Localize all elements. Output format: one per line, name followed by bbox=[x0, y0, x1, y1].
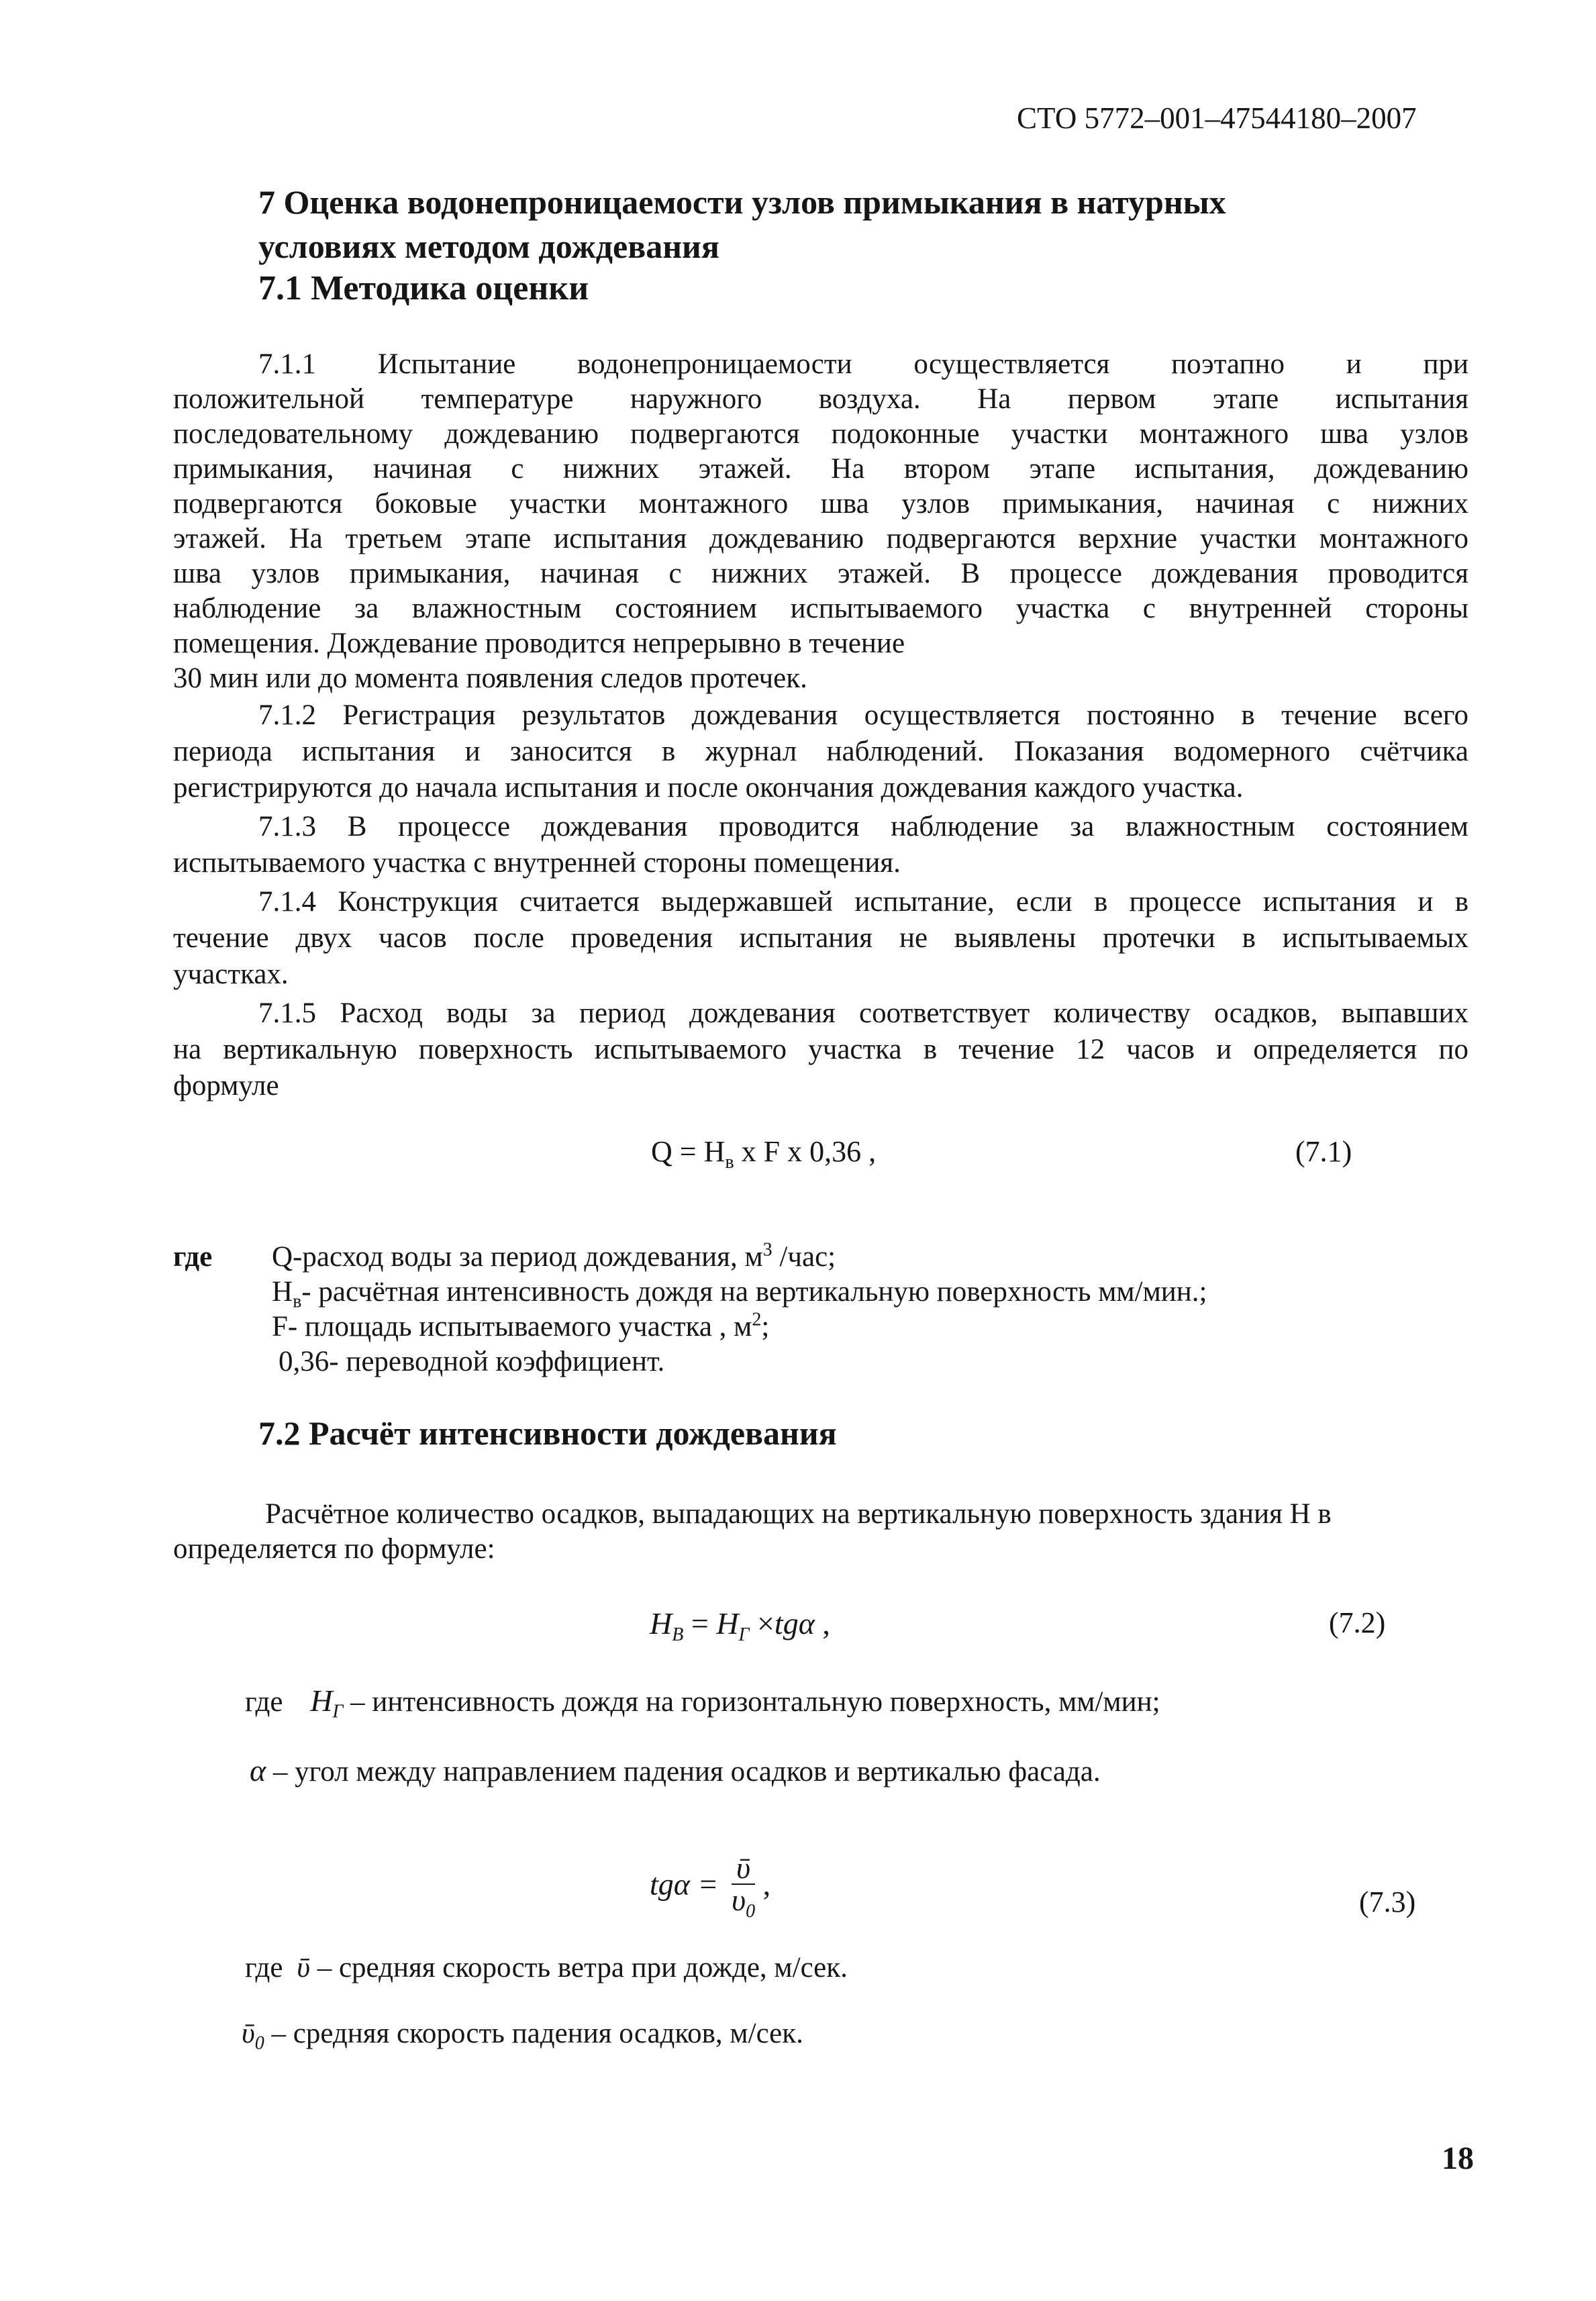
formula-7-2-tg: tgα bbox=[774, 1606, 815, 1641]
section-7-title-line-2: условиях методом дождевания bbox=[258, 228, 719, 265]
definition-hg-text: – интенсивность дождя на горизонтальную поверхность, мм/мин; bbox=[343, 1686, 1160, 1718]
formula-7-2-number: (7.2) bbox=[1329, 1606, 1386, 1639]
formula-7-3-lhs: tgα = bbox=[650, 1867, 719, 1902]
definition-wind-speed bbox=[245, 1951, 848, 1986]
paragraph-line: 7.1.2 Регистрация результатов дождевания осуществляется постоянно в течение всего bbox=[258, 699, 1468, 731]
definition-v0-symbol: ῡ bbox=[242, 2018, 255, 2049]
where-label: где bbox=[245, 1952, 283, 1984]
paragraph-line: положительной температуре наружного воздуха. На первом этапе испытания bbox=[173, 383, 1468, 415]
paragraph-line: примыкания, начиная с нижних этажей. На втором этапе испытания, дождеванию bbox=[173, 453, 1468, 485]
formula-7-3-den-sub: 0 bbox=[746, 1901, 756, 1922]
paragraph-line: наблюдение за влажностным состоянием испытываемого участка с внутренней стороны bbox=[173, 593, 1468, 624]
where-label: где bbox=[173, 1241, 213, 1273]
formula-7-3-comma: , bbox=[755, 1867, 771, 1902]
definition-fall-speed bbox=[242, 2016, 803, 2054]
paragraph-line: подвергаются боковые участки монтажного шва узлов примыкания, начиная с нижних bbox=[173, 488, 1468, 520]
definition-h bbox=[272, 1275, 1207, 1312]
definition-hg bbox=[245, 1683, 1160, 1720]
formula-7-3 bbox=[650, 1851, 771, 1922]
definition-alpha-symbol: α bbox=[250, 1753, 266, 1788]
formula-7-3-den-main: υ bbox=[731, 1883, 746, 1917]
formula-7-1-sub: в bbox=[725, 1151, 734, 1173]
definition-q-text: Q-расход воды за период дождевания, м bbox=[272, 1241, 763, 1273]
paragraph-line: течение двух часов после проведения испытания не выявлены протечки в испытываемых bbox=[173, 922, 1468, 954]
definition-h-sub: в bbox=[293, 1291, 302, 1312]
formula-7-1 bbox=[651, 1134, 877, 1173]
definition-f bbox=[272, 1310, 769, 1343]
paragraph-line: на вертикальную поверхность испытываемого участка в течение 12 часов и определяется по bbox=[173, 1034, 1468, 1065]
page-number: 18 bbox=[1442, 2141, 1474, 2176]
formula-7-2-hg-sub: Г bbox=[738, 1624, 750, 1646]
definition-alpha bbox=[250, 1753, 1101, 1790]
definition-v-symbol: ῡ bbox=[297, 1952, 310, 1984]
definition-f-tail: ; bbox=[761, 1311, 770, 1342]
paragraph-line: последовательному дождеванию подвергаются подоконные участки монтажного шва узлов bbox=[173, 418, 1468, 450]
definition-f-text: F- площадь испытываемого участка , м bbox=[272, 1311, 752, 1342]
definition-hg-sub: Г bbox=[332, 1701, 344, 1722]
formula-7-2-h: H bbox=[650, 1606, 672, 1641]
definition-f-sup: 2 bbox=[752, 1309, 762, 1330]
formula-7-3-number: (7.3) bbox=[1359, 1886, 1416, 1918]
definition-v0-sub: 0 bbox=[254, 2033, 264, 2054]
definition-v-text: – средняя скорость ветра при дожде, м/сек. bbox=[309, 1952, 848, 1984]
paragraph-line: участках. bbox=[173, 959, 289, 990]
definition-v0-text: – средняя скорость падения осадков, м/сек. bbox=[264, 2018, 803, 2049]
formula-7-1-lhs: Q = H bbox=[651, 1135, 726, 1168]
formula-7-2 bbox=[650, 1606, 830, 1646]
formula-7-1-rhs: x F x 0,36 , bbox=[734, 1135, 877, 1168]
definition-h-main: H bbox=[272, 1276, 293, 1308]
where-label: где bbox=[245, 1686, 283, 1718]
definition-q-sup: 3 bbox=[762, 1239, 772, 1261]
paragraph-line: помещения. Дождевание проводится непрерывно в течение bbox=[173, 628, 905, 659]
document-code: СТО 5772–001–47544180–2007 bbox=[1017, 101, 1417, 135]
paragraph-line: 30 мин или до момента появления следов протечек. bbox=[173, 663, 807, 694]
paragraph-line: 7.1.3 В процессе дождевания проводится наблюдение за влажностным состоянием bbox=[258, 811, 1468, 842]
formula-7-1-number: (7.1) bbox=[1295, 1135, 1352, 1168]
paragraph-line: шва узлов примыкания, начиная с нижних этажей. В процессе дождевания проводится bbox=[173, 558, 1468, 589]
paragraph-line: 7.1.1 Испытание водонепроницаемости осуществляется поэтапно и при bbox=[258, 348, 1468, 380]
paragraph-line: периода испытания и заносится в журнал наблюдений. Показания водомерного счётчика bbox=[173, 736, 1468, 767]
formula-7-2-comma: , bbox=[814, 1606, 830, 1641]
paragraph-line: этажей. На третьем этапе испытания дождеванию подвергаются верхние участки монтажного bbox=[173, 523, 1468, 554]
paragraph-line: испытываемого участка с внутренней стороны помещения. bbox=[173, 847, 901, 879]
definition-coefficient: 0,36- переводной коэффициент. bbox=[279, 1346, 665, 1377]
definition-h-tail: - расчётная интенсивность дождя на вертикальную поверхность мм/мин.; bbox=[301, 1276, 1207, 1308]
formula-7-2-eq: = bbox=[683, 1606, 717, 1641]
paragraph-line: 7.1.5 Расход воды за период дождевания соответствует количеству осадков, выпавших bbox=[258, 997, 1468, 1029]
section-7-2-intro-line-1: Расчётное количество осадков, выпадающих на вертикальную поверхность здания H в bbox=[265, 1498, 1332, 1530]
section-7-2-title: 7.2 Расчёт интенсивности дождевания bbox=[258, 1414, 837, 1452]
formula-7-3-denominator bbox=[731, 1883, 756, 1922]
definition-q-tail: /час; bbox=[772, 1241, 836, 1273]
formula-7-3-fraction bbox=[731, 1851, 756, 1922]
formula-7-2-times: × bbox=[749, 1606, 775, 1641]
definition-q bbox=[272, 1240, 836, 1273]
section-7-1-title: 7.1 Методика оценки bbox=[258, 269, 589, 307]
formula-7-2-h-sub: В bbox=[672, 1624, 684, 1646]
paragraph-line: регистрируются до начала испытания и после окончания дождевания каждого участка. bbox=[173, 772, 1244, 803]
paragraph-line: 7.1.4 Конструкция считается выдержавшей испытание, если в процессе испытания и в bbox=[258, 886, 1468, 918]
definition-hg-symbol: H bbox=[310, 1683, 333, 1718]
paragraph-line: формуле bbox=[173, 1070, 279, 1101]
formula-7-3-numerator: ῡ bbox=[732, 1853, 755, 1885]
section-7-title-line-1: 7 Оценка водонепроницаемости узлов примыкания в натурных bbox=[258, 183, 1226, 221]
definition-alpha-text: – угол между направлением падения осадков и вертикалью фасада. bbox=[266, 1756, 1101, 1788]
formula-7-2-hg: H bbox=[716, 1606, 739, 1641]
section-7-2-intro-line-2: определяется по формуле: bbox=[173, 1533, 495, 1565]
